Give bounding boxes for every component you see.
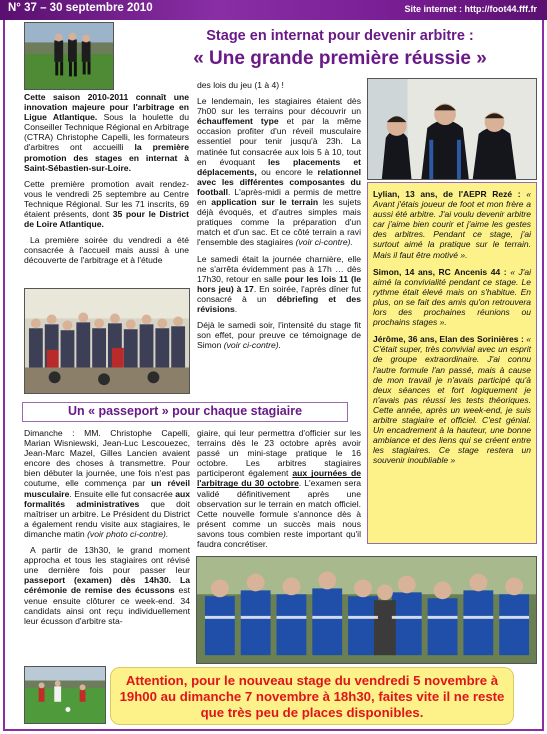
paragraph-next-steps: giaire, qui leur permettra d'officier sur les terrains dès le 23 octobre après avoir passé un mini-stage pratique le 16 octobre. Les arbitres stagiaires participeront également aux journées de l'arbitrage du 30 octobre. L'examen sera validé définitivement après une observation sur le terrain en match officiel. Cette nouvelle formule s'annonce dès à présent comme un succès mais nous savons tous combien reste important qu'il faudra concrétiser.: [197, 428, 362, 550]
article-title: « Une grande première réussie »: [193, 48, 487, 69]
field-training-photo: [24, 666, 106, 724]
column-3: [24, 428, 190, 632]
testimonials-box: [367, 182, 537, 544]
article-kicker: Stage en internat pour devenir arbitre :: [206, 28, 474, 44]
intro-bold: Cette saison 2010-2011 connaît une innovation majeure pour l'arbitrage en Ligue Atlantique.: [24, 92, 189, 123]
site-url[interactable]: Site internet : http://foot44.fff.fr: [404, 4, 537, 14]
three-referees-photo: [367, 78, 537, 180]
registration-alert-banner: Attention, pour le nouveau stage du vendredi 5 novembre à 19h00 au dimanche 7 novembre à 18h30, faites vite il ne reste que très peu de places disponibles.: [110, 667, 514, 725]
paragraph-saturday-evening: Le samedi était la journée charnière, elle ne s'arrêta évidemment pas à 17h … dès 17h30, retour en salle pour les lois 11 (le hors jeu) à 17. En soirée, l'après dîner fut consacré à un débriefing et des révisions.: [197, 253, 362, 314]
paragraph-saturday-morning: Le lendemain, les stagiaires étaient dès 7h00 sur les terrains pour découvrir un échauffement type et par la même occasion profiter d'un réveil musculaire essentiel pour tenir jusqu'à 23h. La matinée fut consacrée aux lois 5 à 10, tout en évoquant les placements et déplacements, ou encore le relationnel avec les différentes composantes du football. L'après-midi a permis de mettre en application sur le terrain les sujets déjà évoqués, et d'autres simples mais pratiques comme la préparation d'un match et d'un sac. Et ce côté terrain a ravi l'ensemble des stagiaires (voir ci-contre).: [197, 96, 362, 248]
paragraph-exam: A partir de 13h30, le grand moment approcha et tous les stagiaires ont révisé une dernière fois pour passer leur passeport (examen) dès 14h30. La cérémonie de remise des écussons est venue ensuite clôturer ce week-end. 34 candidats ainsi ont reçu individuellement leur écusson d'arbitre sta-: [24, 545, 191, 626]
intro-text: Sous la houlette du Conseiller Technique Régional en Arbitrage (CTRA) Christophe Capelli, les formateurs d'arbitres ont accueilli: [24, 112, 189, 153]
section-subheading: Un « passeport » pour chaque stagiaire: [22, 402, 348, 422]
issue-number: N° 37 – 30 septembre 2010: [8, 2, 153, 14]
referees-field-photo: [24, 22, 114, 90]
testimonial-jerome: Jérôme, 36 ans, Elan des Sorinières : « C'était super, très convivial avec un esprit de groupe extraordinaire. J'ai connu l'autre formule l'an passé, mais à cause de mon travail je n'avais participé qu'à deux séances et fort logiquement je n'avais pas réussi les tests théoriques. Cette année, après un week-end, je suis arbitre stagiaire et officiel. C'est génial. Un encadrement à la hauteur, une bonne ambiance et des liens qui se créent entre les stagiaires. Ce stage restera un souvenir inoubliable »: [373, 334, 531, 466]
blue-tracksuit-group-photo: [196, 556, 537, 664]
column-4: [197, 428, 361, 555]
header-bar: [0, 0, 547, 20]
column-2: [197, 80, 361, 356]
paragraph-first-evening: La première soirée du vendredi a été consacrée à l'accueil mais aussi à une découverte de l'arbitrage et à l'étude: [24, 235, 189, 266]
column-1: [24, 82, 189, 272]
intro-bold-2: la première promotion des stages en internat à Saint-Sébastien-sur-Loire.: [24, 142, 189, 173]
paragraph-intensity: Déjà le samedi soir, l'intensité du stage fit son effet, pour preuve ce témoignage de Simon (voir ci-contre).: [197, 320, 361, 351]
paragraph-lois: des lois du jeu (1 à 4) !: [197, 80, 284, 90]
paragraph-inscrits: Cette première promotion avait rendez-vous le vendredi 25 septembre au Centre Technique Régional. Sur les 71 inscrits, 69 étaient présents, dont: [24, 178, 189, 220]
district-count: 35 pour le District de Loire Atlantique.: [24, 209, 190, 230]
trainees-group-photo: [24, 288, 190, 394]
testimonial-simon: Simon, 14 ans, RC Ancenis 44 : « J'ai aimé la convivialité pendant ce stage. Le rythme était élevé mais on s'habitue. En plus, on se fait des amis qu'on retrouvera lors des prochaines réunions ou prochains stages ».: [373, 266, 531, 328]
testimonial-lylian: Lylian, 13 ans, de l'AEPR Rezé : « Avant j'étais joueur de foot et mon frère a aussi été arbitre. J'ai voulu devenir arbitre car j'aime bien courir et j'aime les gestes des arbitres. Pendant ce stage, j'ai surtout aimé la pratique sur le terrain. Mais il faut être motivé ».: [373, 189, 531, 260]
paragraph-sunday: Dimanche : MM. Christophe Capelli, Marian Wisniewski, Jean-Luc Lescouezec, Jean-Marc Mazel, Gilles Lancien avaient encore des choses à transmettre. Pour bien débuter la journée, une fois n'est pas coutume, elle commença par un réveil musculaire. Ensuite elle fut consacrée aux formalités administratives que doit maîtriser un arbitre. Le Président du District a également rendu visite aux stagiaires, le dimanche matin (voir photo ci-contre).: [24, 428, 190, 539]
